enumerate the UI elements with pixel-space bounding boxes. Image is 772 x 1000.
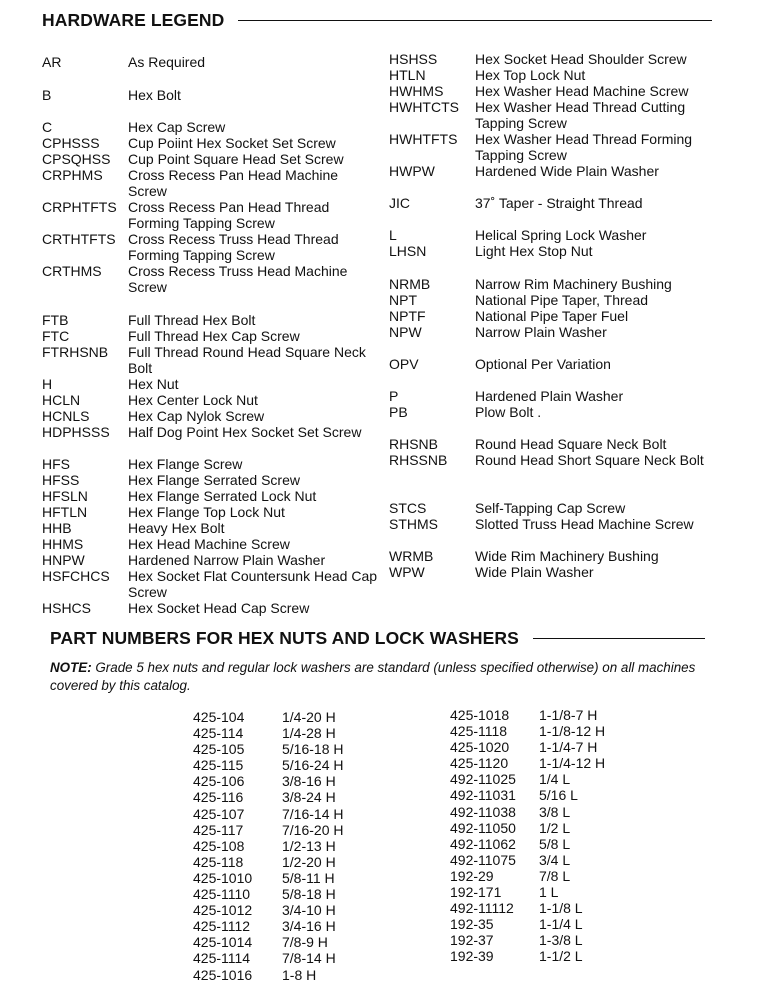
part-numbers-heading: [50, 628, 705, 649]
part-number: 425-106: [193, 773, 245, 790]
legend-description: Hex Head Machine Screw: [128, 536, 290, 552]
part-number: 425-117: [193, 821, 244, 838]
part-size: 1/2-20 H: [282, 853, 336, 870]
legend-description: Hardened Wide Plain Washer: [475, 163, 659, 179]
part-size: 1/4-20 H: [282, 709, 336, 725]
part-number-row: [450, 804, 650, 820]
part-number-row: [450, 868, 650, 884]
legend-description: Round Head Short Square Neck Bolt: [475, 452, 704, 468]
legend-abbreviation: NPW: [389, 324, 422, 340]
part-size: 5/8-11 H: [282, 869, 335, 886]
legend-abbreviation: HCLN: [42, 392, 81, 408]
part-number-row: [450, 852, 650, 868]
part-size: 3/8-16 H: [282, 773, 336, 790]
legend-abbreviation: HTLN: [389, 67, 426, 83]
legend-description: Hex Flange Serrated Lock Nut: [128, 488, 317, 504]
note-label: NOTE:: [50, 660, 92, 675]
part-number: 492-11050: [450, 819, 516, 836]
part-number: 425-114: [193, 725, 244, 742]
part-number: 492-11112: [450, 900, 514, 917]
legend-description: Round Head Square Neck Bolt: [475, 436, 667, 452]
legend-description: Hex Cap Nylok Screw: [128, 408, 265, 424]
legend-description: Hex Socket Flat Countersunk Head Cap Screw: [128, 568, 378, 600]
heading-rule: [533, 638, 705, 639]
legend-abbreviation: HSHCS: [42, 600, 92, 616]
part-size: 1-1/8 L: [539, 900, 583, 917]
legend-abbreviation: HWHMS: [389, 83, 444, 99]
part-number: 425-1020: [450, 739, 510, 756]
part-number: 192-171: [450, 884, 502, 901]
part-number: 425-105: [193, 741, 245, 758]
legend-abbreviation: C: [42, 119, 53, 135]
legend-description: Hex Flange Serrated Screw: [128, 472, 300, 488]
part-number: 425-107: [193, 805, 245, 822]
part-number-row: [193, 870, 383, 886]
part-number: 492-11062: [450, 835, 516, 852]
legend-description: Narrow Plain Washer: [475, 324, 607, 340]
legend-description: Self-Tapping Cap Screw: [475, 500, 626, 516]
legend-abbreviation: FTC: [42, 328, 70, 344]
part-size: 7/16-20 H: [282, 821, 344, 838]
legend-abbreviation: LHSN: [389, 243, 427, 259]
legend-abbreviation: HSFCHCS: [42, 568, 110, 584]
part-number: 425-108: [193, 837, 245, 854]
part-size: 3/4-16 H: [282, 918, 336, 935]
legend-description: National Pipe Taper Fuel: [475, 308, 629, 324]
legend-abbreviation: CPHSSS: [42, 135, 100, 151]
legend-description: Cross Recess Pan Head Thread Forming Tapping Screw: [128, 199, 330, 231]
legend-abbreviation: HNPW: [42, 552, 85, 568]
part-number: 192-29: [450, 867, 494, 884]
part-size: 1-1/8-12 H: [539, 723, 606, 740]
legend-abbreviation: B: [42, 87, 52, 103]
part-number: 425-1010: [193, 869, 253, 886]
legend-abbreviation: HWHTFTS: [389, 131, 458, 147]
legend-description: Cross Recess Truss Head Thread Forming Tapping Screw: [128, 231, 339, 263]
legend-left-column: [42, 54, 382, 614]
legend-description: National Pipe Taper, Thread: [475, 292, 649, 308]
part-size: 1/4 L: [539, 771, 571, 788]
part-size: 1 L: [539, 884, 559, 901]
part-size: 1-1/4-12 H: [539, 755, 606, 772]
legend-abbreviation: STHMS: [389, 516, 438, 532]
part-size: 1/4-28 H: [282, 725, 336, 742]
part-number: 425-1012: [193, 902, 253, 919]
part-size: 7/8 L: [539, 867, 571, 884]
part-size: 1-8 H: [282, 966, 317, 983]
legend-description: Slotted Truss Head Machine Screw: [475, 516, 694, 532]
part-size: 7/8-9 H: [282, 934, 328, 951]
part-size: 1/2-13 H: [282, 837, 336, 854]
part-number: 492-11025: [450, 771, 516, 788]
part-number: 425-1016: [193, 966, 253, 983]
part-number-row: [450, 932, 650, 948]
part-size: 1-1/4 L: [539, 916, 583, 933]
legend-description: Hex Socket Head Shoulder Screw: [475, 51, 687, 67]
legend-description: Hex Socket Head Cap Screw: [128, 600, 310, 616]
legend-description: Hex Washer Head Thread Forming Tapping Screw: [475, 131, 693, 163]
part-number-row: [193, 757, 383, 773]
legend-description: Hardened Narrow Plain Washer: [128, 552, 326, 568]
part-size: 1-1/4-7 H: [539, 739, 598, 756]
legend-abbreviation: AR: [42, 54, 62, 70]
part-number: 425-1014: [193, 934, 253, 951]
part-size: 3/8-24 H: [282, 789, 336, 806]
part-number-row: [193, 773, 383, 789]
legend-abbreviation: WPW: [389, 564, 425, 580]
part-number-row: [193, 838, 383, 854]
legend-abbreviation: CRPHTFTS: [42, 199, 117, 215]
part-size: 5/16 L: [539, 787, 578, 804]
legend-abbreviation: CRTHTFTS: [42, 231, 116, 247]
legend-abbreviation: CRTHMS: [42, 263, 102, 279]
part-number-row: [193, 725, 383, 741]
part-size: 5/16-24 H: [282, 757, 344, 774]
legend-right-column: [389, 51, 739, 591]
legend-description: Cross Recess Truss Head Machine Screw: [128, 263, 348, 295]
legend-description: Hex Flange Screw: [128, 456, 243, 472]
part-number: 425-1018: [450, 707, 510, 723]
legend-abbreviation: HHB: [42, 520, 72, 536]
legend-description: Half Dog Point Hex Socket Set Screw: [128, 424, 362, 440]
part-number-row: [193, 967, 383, 983]
part-number-row: [450, 771, 650, 787]
legend-abbreviation: FTB: [42, 312, 69, 328]
legend-description: Helical Spring Lock Washer: [475, 227, 647, 243]
heading-rule: [238, 20, 712, 21]
part-number-row: [193, 902, 383, 918]
legend-abbreviation: RHSSNB: [389, 452, 448, 468]
part-number: 425-1118: [450, 723, 508, 740]
part-size: 7/16-14 H: [282, 805, 344, 822]
legend-abbreviation: RHSNB: [389, 436, 439, 452]
part-number-row: [450, 836, 650, 852]
legend-description: Hardened Plain Washer: [475, 388, 624, 404]
part-number-row: [193, 934, 383, 950]
part-number-row: [193, 709, 383, 725]
part-size: 7/8-14 H: [282, 950, 336, 967]
part-size: 1-1/8-7 H: [539, 707, 598, 723]
part-size: 5/8 L: [539, 835, 571, 852]
part-numbers-right-column: [450, 707, 650, 965]
part-numbers-left-column: [193, 709, 383, 983]
legend-abbreviation: H: [42, 376, 53, 392]
hardware-legend-title: HARDWARE LEGEND: [42, 10, 225, 30]
part-size: 3/8 L: [539, 803, 571, 820]
legend-abbreviation: HDPHSSS: [42, 424, 110, 440]
part-number-row: [193, 822, 383, 838]
part-number-row: [450, 900, 650, 916]
part-number: 425-116: [193, 789, 244, 806]
part-number-row: [193, 918, 383, 934]
part-number-row: [450, 820, 650, 836]
legend-abbreviation: P: [389, 388, 399, 404]
legend-description: Narrow Rim Machinery Bushing: [475, 276, 672, 292]
part-number-row: [450, 787, 650, 803]
legend-abbreviation: NPTF: [389, 308, 426, 324]
part-number: 192-39: [450, 948, 494, 965]
legend-abbreviation: HFSS: [42, 472, 80, 488]
legend-description: Hex Washer Head Thread Cutting Tapping Screw: [475, 99, 686, 131]
legend-description: 37˚ Taper - Straight Thread: [475, 195, 643, 211]
legend-abbreviation: FTRHSNB: [42, 344, 109, 360]
part-number-row: [450, 755, 650, 771]
part-size: 5/16-18 H: [282, 741, 344, 758]
legend-description: Hex Flange Top Lock Nut: [128, 504, 285, 520]
legend-abbreviation: HFSLN: [42, 488, 88, 504]
part-number-row: [193, 789, 383, 805]
part-number: 192-37: [450, 932, 494, 949]
legend-abbreviation: CPSQHSS: [42, 151, 111, 167]
part-number-row: [193, 950, 383, 966]
part-number: 492-11031: [450, 787, 516, 804]
legend-abbreviation: NRMB: [389, 276, 431, 292]
legend-description: Hex Bolt: [128, 87, 181, 103]
part-number: 425-1112: [193, 918, 251, 935]
legend-description: Hex Top Lock Nut: [475, 67, 586, 83]
part-number: 192-35: [450, 916, 494, 933]
legend-description: Hex Center Lock Nut: [128, 392, 258, 408]
legend-abbreviation: OPV: [389, 356, 419, 372]
legend-abbreviation: HSHSS: [389, 51, 438, 67]
legend-abbreviation: HWPW: [389, 163, 435, 179]
part-size: 1/2 L: [539, 819, 571, 836]
legend-description: Cup Point Square Head Set Screw: [128, 151, 344, 167]
part-number: 425-118: [193, 853, 244, 870]
part-number-row: [450, 916, 650, 932]
legend-abbreviation: JIC: [389, 195, 410, 211]
legend-abbreviation: STCS: [389, 500, 427, 516]
part-size: 1-1/2 L: [539, 948, 583, 965]
part-numbers-title: PART NUMBERS FOR HEX NUTS AND LOCK WASHERS: [50, 628, 519, 648]
legend-description: As Required: [128, 54, 206, 70]
legend-description: Cup Poiint Hex Socket Set Screw: [128, 135, 336, 151]
legend-description: Hex Cap Screw: [128, 119, 226, 135]
part-number: 425-104: [193, 709, 245, 725]
legend-description: Light Hex Stop Nut: [475, 243, 593, 259]
legend-abbreviation: HHMS: [42, 536, 84, 552]
legend-description: Full Thread Round Head Square Neck Bolt: [128, 344, 366, 376]
legend-description: Full Thread Hex Cap Screw: [128, 328, 300, 344]
legend-description: Hex Nut: [128, 376, 179, 392]
legend-abbreviation: HCNLS: [42, 408, 90, 424]
part-number: 425-115: [193, 757, 244, 774]
legend-abbreviation: WRMB: [389, 548, 434, 564]
part-size: 3/4 L: [539, 851, 571, 868]
part-number: 492-11038: [450, 803, 516, 820]
part-size: 5/8-18 H: [282, 886, 336, 903]
part-number-row: [450, 948, 650, 964]
part-number: 492-11075: [450, 851, 516, 868]
part-number-row: [193, 886, 383, 902]
part-number-row: [193, 854, 383, 870]
part-number-row: [450, 739, 650, 755]
part-number: 425-1110: [193, 886, 251, 903]
legend-description: Heavy Hex Bolt: [128, 520, 225, 536]
part-number: 425-1120: [450, 755, 509, 772]
legend-abbreviation: HWHTCTS: [389, 99, 459, 115]
note-text: Grade 5 hex nuts and regular lock washers are standard (unless specified otherwise) on all machines covered by this catalog.: [50, 660, 696, 693]
legend-description: Optional Per Variation: [475, 356, 611, 372]
legend-description: Cross Recess Pan Head Machine Screw: [128, 167, 339, 199]
legend-description: Hex Washer Head Machine Screw: [475, 83, 689, 99]
catalog-note: [50, 659, 730, 695]
legend-description: Plow Bolt .: [475, 404, 542, 420]
part-number: 425-1114: [193, 950, 251, 967]
part-number-row: [450, 884, 650, 900]
legend-abbreviation: CRPHMS: [42, 167, 103, 183]
legend-description: Wide Rim Machinery Bushing: [475, 548, 659, 564]
legend-description: Full Thread Hex Bolt: [128, 312, 256, 328]
part-size: 3/4-10 H: [282, 902, 336, 919]
part-size: 1-3/8 L: [539, 932, 583, 949]
part-number-row: [193, 741, 383, 757]
legend-abbreviation: NPT: [389, 292, 417, 308]
part-number-row: [450, 723, 650, 739]
legend-description: Wide Plain Washer: [475, 564, 594, 580]
legend-abbreviation: HFS: [42, 456, 70, 472]
part-number-row: [193, 806, 383, 822]
legend-abbreviation: HFTLN: [42, 504, 88, 520]
part-number-row: [450, 707, 650, 723]
legend-abbreviation: PB: [389, 404, 408, 420]
hardware-legend-heading: [42, 10, 712, 31]
legend-abbreviation: L: [389, 227, 397, 243]
